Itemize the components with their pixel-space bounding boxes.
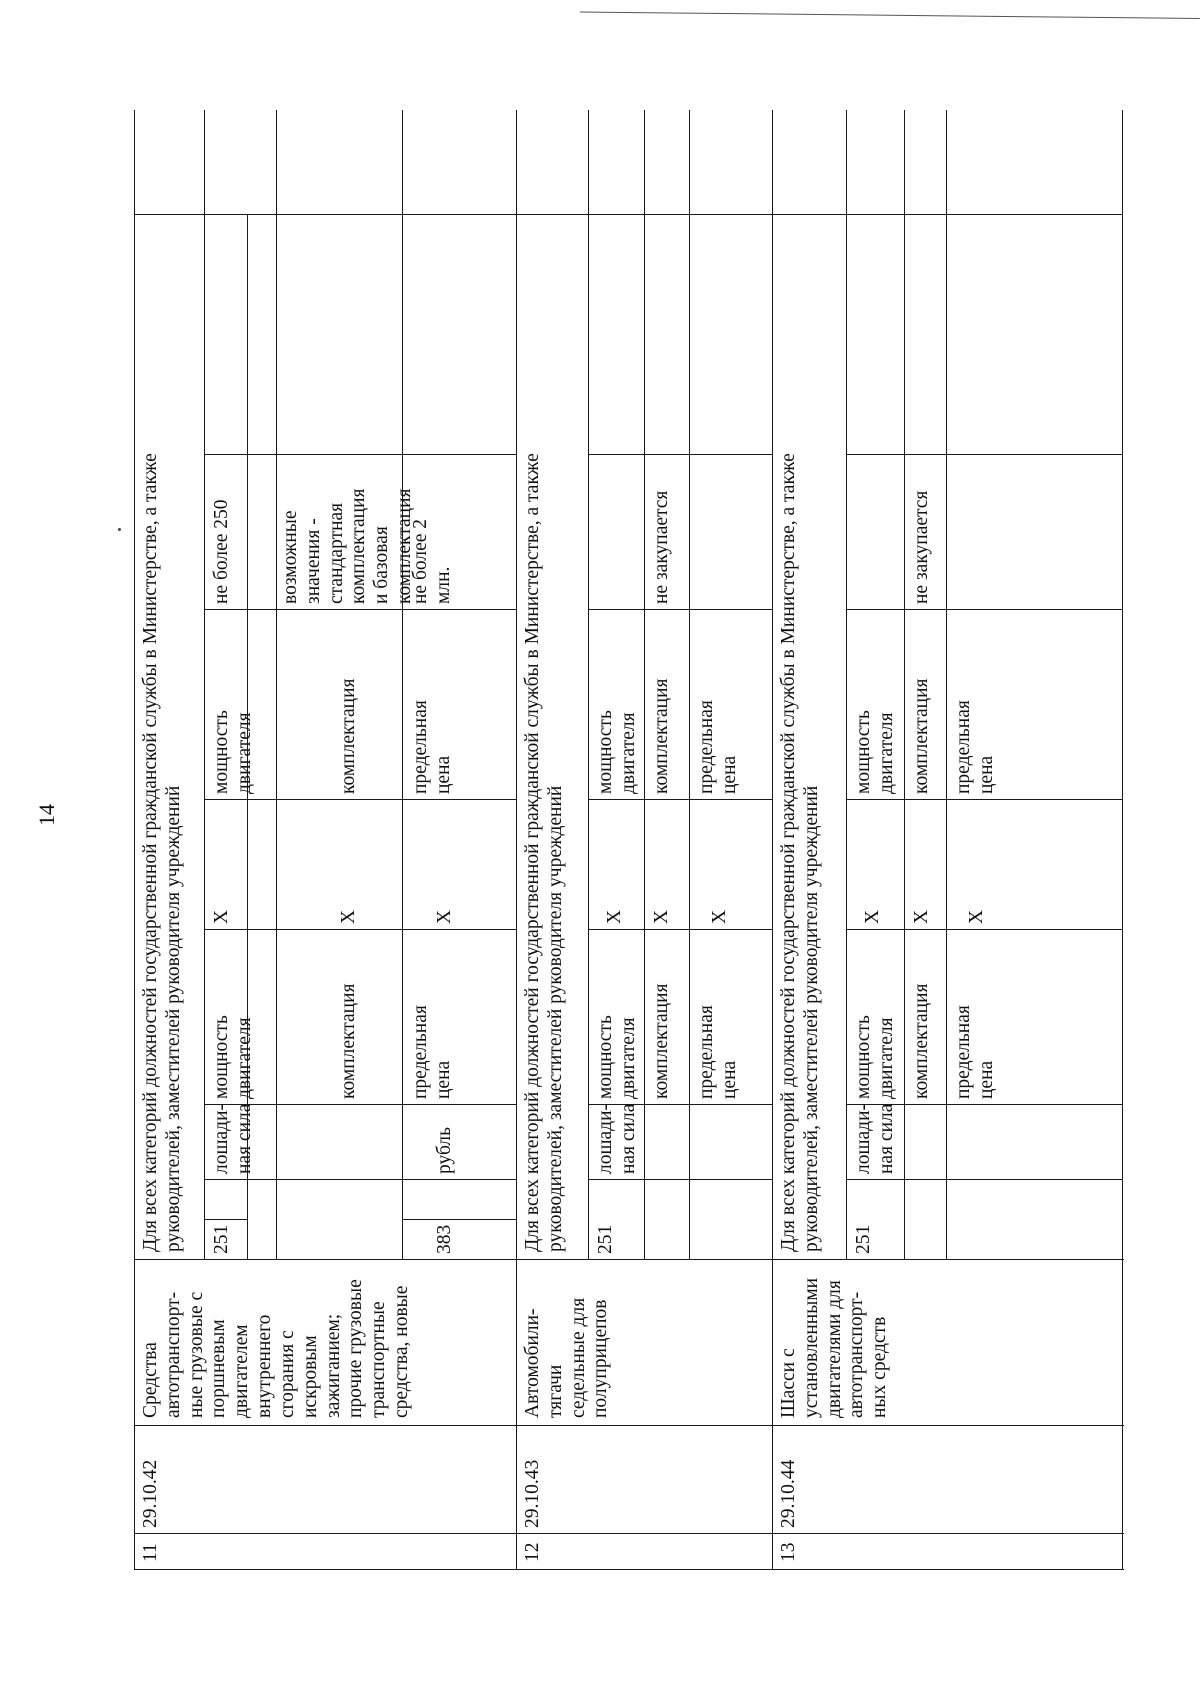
cell-line — [644, 110, 645, 1260]
characteristic-name: мощность двигателя — [595, 1015, 639, 1099]
cell-line — [846, 110, 847, 1260]
cell-line — [588, 929, 772, 930]
characteristic-name: предельная цена — [953, 1005, 997, 1099]
rotated-table-wrapper — [134, 110, 1124, 1570]
characteristic-name: предельная цена — [696, 1005, 740, 1099]
characteristic-name: мощность двигателя — [211, 710, 255, 794]
characteristic-name: мощность двигателя — [211, 1015, 255, 1099]
unit-name: лошади- ная сила — [853, 1103, 897, 1174]
row-number: 13 — [778, 1542, 799, 1562]
cell-line — [134, 214, 516, 215]
characteristic-name: мощность двигателя — [853, 1015, 897, 1099]
cell-line — [204, 110, 205, 1260]
page-number: 14 — [34, 804, 59, 826]
characteristic-value: X — [709, 909, 730, 924]
cell-line — [204, 454, 516, 455]
row-separator — [772, 110, 773, 1570]
position-category: Для всех категорий должностей государственной гражданской службы в Министерстве, а также руководителей, заместителей руководителя учреждений — [778, 453, 822, 1252]
table-border-top — [134, 110, 135, 1570]
unit-name: рубль — [434, 1126, 455, 1174]
row-number: 12 — [522, 1542, 543, 1562]
cell-line — [846, 454, 1122, 455]
cell-line — [588, 454, 772, 455]
cell-line — [588, 799, 772, 800]
cell-line — [846, 929, 1122, 930]
requirements-table — [134, 110, 1124, 1570]
characteristic-value: X — [434, 909, 455, 924]
characteristic-name: предельная цена — [953, 700, 997, 794]
characteristic-name: комплектация — [338, 678, 359, 794]
characteristic-name: комплектация — [911, 678, 932, 794]
cell-line — [516, 214, 772, 215]
table-border-left — [134, 1569, 1124, 1570]
characteristic-name: комплектация — [911, 983, 932, 1099]
characteristic-name: комплектация — [651, 983, 672, 1099]
unit-name: лошади- ная сила — [211, 1103, 255, 1174]
cell-line — [204, 799, 516, 800]
characteristic-value: X — [911, 909, 932, 924]
product-name: Автомобили- тягачи седельные для полуприцепов — [522, 1297, 612, 1418]
okei-code: 383 — [434, 1224, 455, 1254]
row-number: 11 — [140, 1543, 161, 1562]
characteristic-value: X — [211, 909, 232, 924]
cell-line — [402, 1219, 516, 1220]
not-purchased-value: не закупается — [911, 490, 932, 604]
okpd2-code: 29.10.43 — [522, 1459, 543, 1528]
not-purchased-value: не закупается — [651, 490, 672, 604]
characteristic-value: X — [338, 909, 359, 924]
characteristic-name: комплектация — [651, 678, 672, 794]
characteristic-name: мощность двигателя — [853, 710, 897, 794]
characteristic-name: предельная цена — [410, 1005, 454, 1099]
okei-code: 251 — [211, 1224, 232, 1254]
cell-line — [904, 110, 905, 1260]
okei-code: 251 — [853, 1224, 874, 1254]
cell-line — [204, 609, 516, 610]
okpd2-code: 29.10.44 — [778, 1459, 799, 1528]
cell-line — [846, 799, 1122, 800]
characteristic-name: мощность двигателя — [595, 710, 639, 794]
scan-speck — [118, 528, 121, 531]
characteristic-value: X — [966, 909, 987, 924]
characteristic-value: X — [651, 909, 672, 924]
row-separator — [516, 110, 517, 1570]
cell-line — [689, 110, 690, 1260]
table-border-bottom — [1122, 110, 1123, 1570]
characteristic-name: комплектация — [338, 983, 359, 1099]
cell-line — [588, 1179, 772, 1180]
cell-line — [204, 929, 516, 930]
cell-line — [204, 1179, 516, 1180]
product-name: Шасси с установленными двигателями для автотранспорт- ных средств — [778, 1277, 891, 1418]
cell-line — [946, 110, 947, 1260]
cell-line — [402, 110, 403, 1260]
characteristic-value: не более 250 — [211, 499, 232, 604]
unit-name: лошади- ная сила — [595, 1103, 639, 1174]
column-line — [134, 1533, 1124, 1534]
cell-line — [588, 609, 772, 610]
product-name: Средства автотранспорт- ные грузовые с поршневым двигателем внутреннего сгорания с искровым зажиганием; прочие грузовые транспортные средства, новые — [140, 1279, 412, 1418]
position-category: Для всех категорий должностей государственной гражданской службы в Министерстве, а также руководителей, заместителей руководителя учреждений — [522, 453, 566, 1252]
characteristic-name: предельная цена — [696, 700, 740, 794]
column-line — [134, 1425, 1124, 1426]
okpd2-code: 29.10.42 — [140, 1459, 161, 1528]
characteristic-name: предельная цена — [410, 700, 454, 794]
cell-line — [588, 110, 589, 1260]
okei-code: 251 — [595, 1224, 616, 1254]
column-line — [134, 1259, 1124, 1260]
characteristic-value: возможные значения - стандартная комплектация и базовая комплектация — [280, 488, 416, 604]
characteristic-value: X — [604, 909, 625, 924]
cell-line — [276, 110, 277, 1260]
characteristic-value: X — [862, 909, 883, 924]
position-category: Для всех категорий должностей государственной гражданской службы в Министерстве, а также руководителей, заместителей руководителя учреждений — [140, 453, 184, 1252]
characteristic-value: не более 2 млн. — [410, 518, 454, 604]
scan-edge-line — [580, 0, 1200, 19]
cell-line — [772, 214, 1122, 215]
cell-line — [846, 1179, 1122, 1180]
cell-line — [846, 609, 1122, 610]
cell-line — [204, 1219, 247, 1220]
